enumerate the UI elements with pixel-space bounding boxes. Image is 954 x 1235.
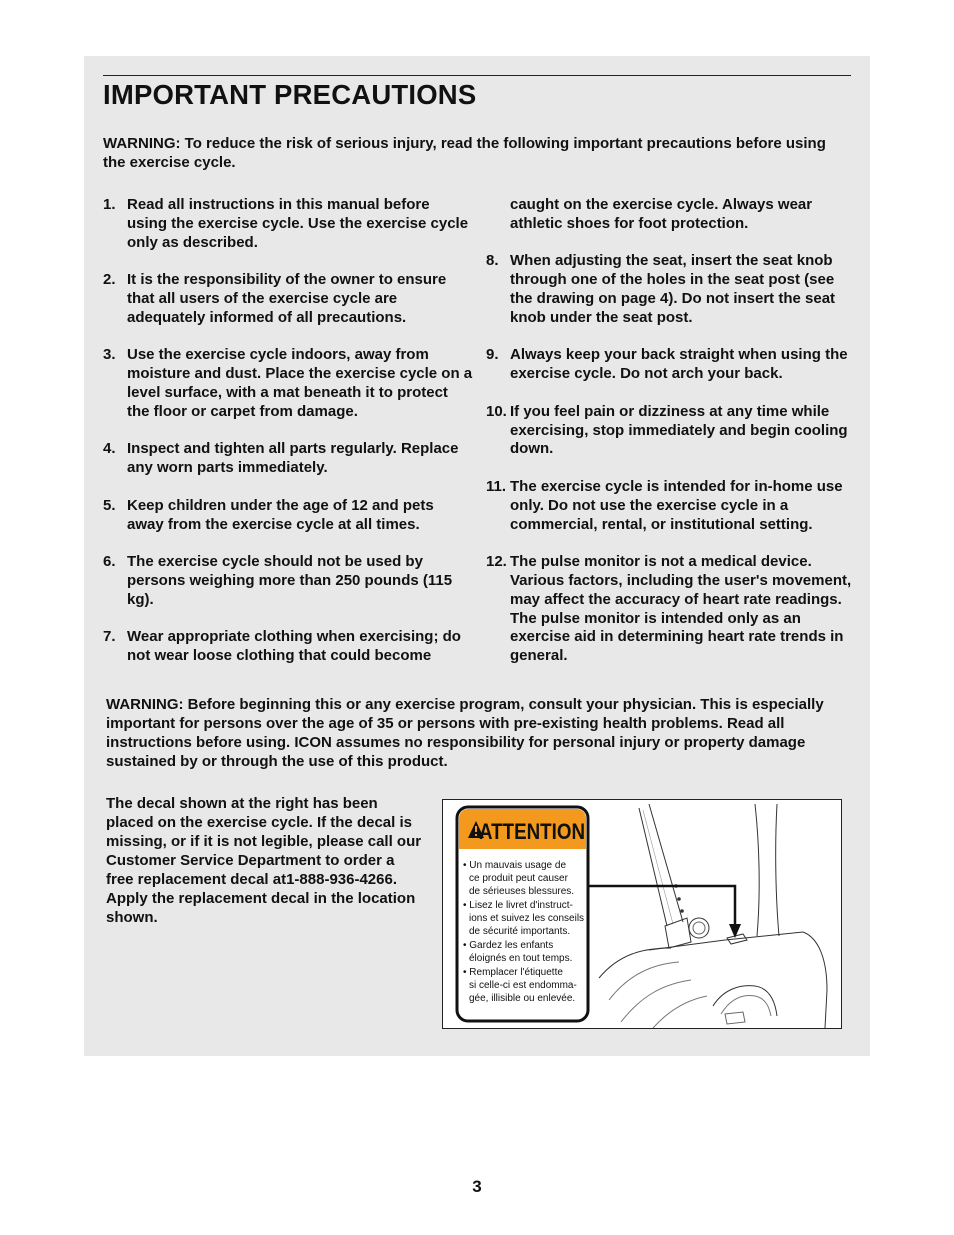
warning-top: WARNING: To reduce the risk of serious injury, read the following important precautions before using the exercise cycle. [103, 135, 826, 171]
decal-line: de sécurité importants. [469, 926, 571, 937]
bike-frame-drawing [599, 804, 827, 1028]
precaution-item-5 [103, 497, 473, 535]
shroud-top-curve [599, 948, 671, 978]
decal-line: ce produit peut causer [469, 873, 568, 884]
precaution-text: It is the responsibility of the owner to ensure that all users of the exercise cycle are adequately informed of all precautions. [127, 271, 447, 326]
precaution-number: 11. [486, 477, 507, 495]
seat-post-clamp [665, 918, 691, 948]
precaution-item-12 [486, 553, 856, 666]
attention-decal [457, 807, 588, 1021]
decal-location-figure [442, 799, 842, 1029]
precaution-number: 7. [103, 628, 116, 646]
decal-line: éloignés en tout temps. [469, 953, 573, 964]
precaution-text: The exercise cycle is intended for in-home use only. Do not use the exercise cycle in a commercial, rental, or institutional setting. [510, 477, 843, 533]
precaution-text: The exercise cycle should not be used by persons weighing more than 250 pounds (115 kg). [127, 553, 453, 608]
warning-bottom: WARNING: Before beginning this or any exercise program, consult your physician. This is especially important for persons over the age of 35 or persons with pre-existing health problems. Read all instructions before using. ICON assumes no responsibility for personal injury or property damage sustained by or through the use of this product. [106, 696, 824, 770]
precaution-text: Wear appropriate clothing when exercising; do not wear loose clothing that could become [127, 628, 461, 665]
precaution-number: 3. [103, 346, 116, 364]
frame-front [803, 932, 827, 1028]
precaution-text: The pulse monitor is not a medical device. Various factors, including the user's movement, may affect the accuracy of heart rate readings. The pulse monitor is intended only as an exercise aid in determining heart rate trends in general. [510, 553, 852, 665]
exercise-cycle-drawing [443, 800, 841, 1028]
precaution-number: 4. [103, 440, 116, 458]
precaution-number: 10. [486, 402, 507, 420]
decal-line: ions et suivez les conseils [469, 913, 585, 924]
upright-left-edge [755, 804, 759, 936]
precaution-number: 9. [486, 346, 499, 364]
precautions-right-column [486, 196, 856, 666]
title-rule [103, 75, 851, 76]
precaution-item-7-continued: caught on the exercise cycle. Always wear athletic shoes for foot protection. [510, 196, 813, 232]
precaution-item-9 [486, 346, 856, 384]
precaution-number: 1. [103, 196, 116, 213]
seat-knob [689, 918, 709, 938]
precaution-text: Inspect and tighten all parts regularly. Replace any worn parts immediately. [127, 440, 459, 477]
precaution-number: 12. [486, 553, 507, 571]
precaution-item-3 [103, 346, 473, 421]
decal-line: • Lisez le livret d'instruct- [463, 900, 573, 911]
frame-top [649, 932, 803, 950]
precaution-text: Use the exercise cycle indoors, away from moisture and dust. Place the exercise cycle on a level surface, with a mat beneath it to protect the floor or carpet from damage. [127, 346, 473, 420]
decal-line: • Remplacer l'étiquette [463, 967, 563, 978]
decal-note: The decal shown at the right has been placed on the exercise cycle. If the decal is missing, or if it is not legible, please call our Customer Service Department to order a free replacement decal at1-888-936-4266. Apply the replacement decal in the location shown. [106, 795, 422, 926]
precaution-number: 6. [103, 553, 116, 571]
decal-heading: ATTENTION [479, 819, 585, 844]
decal-line: gée, illisible ou enlevée. [469, 993, 576, 1004]
decal-line: • Un mauvais usage de [463, 860, 567, 871]
precaution-item-10 [486, 403, 856, 459]
precaution-item-1 [103, 196, 473, 252]
precaution-text: When adjusting the seat, insert the seat knob through one of the holes in the seat post (see the drawing on page 4). Do not insert the seat knob under the seat post. [510, 252, 836, 326]
precaution-number: 8. [486, 252, 499, 270]
precaution-text: Always keep your back straight when using the exercise cycle. Do not arch your back. [510, 346, 848, 383]
decal-line: de sérieuses blessures. [469, 886, 575, 897]
precaution-number: 2. [103, 271, 116, 289]
precaution-text: If you feel pain or dizziness at any time while exercising, stop immediately and begin cooling down. [510, 402, 848, 458]
precaution-item-7 [103, 628, 473, 666]
precaution-item-4 [103, 440, 473, 478]
page-number: 3 [472, 1177, 482, 1196]
decal-location-arrow [588, 886, 741, 938]
precaution-item-6 [103, 553, 473, 609]
precaution-item-11 [486, 478, 856, 534]
precaution-item-2 [103, 271, 473, 327]
precautions-left-column [103, 196, 473, 666]
decal-text-lines [463, 860, 584, 1004]
page-title: IMPORTANT PRECAUTIONS [103, 79, 477, 110]
decal-line: si celle-ci est endomma- [469, 980, 577, 991]
decal-line: • Gardez les enfants [463, 940, 554, 951]
seat-post-left-edge [639, 808, 667, 926]
precaution-text: Keep children under the age of 12 and pets away from the exercise cycle at all times. [127, 496, 434, 533]
seat-post-right-edge [649, 804, 683, 922]
precaution-item-8 [486, 252, 856, 327]
upright-right-edge [776, 804, 779, 936]
precaution-text: Read all instructions in this manual before using the exercise cycle. Use the exercise cycle only as described. [127, 196, 469, 251]
precaution-number: 5. [103, 496, 116, 514]
